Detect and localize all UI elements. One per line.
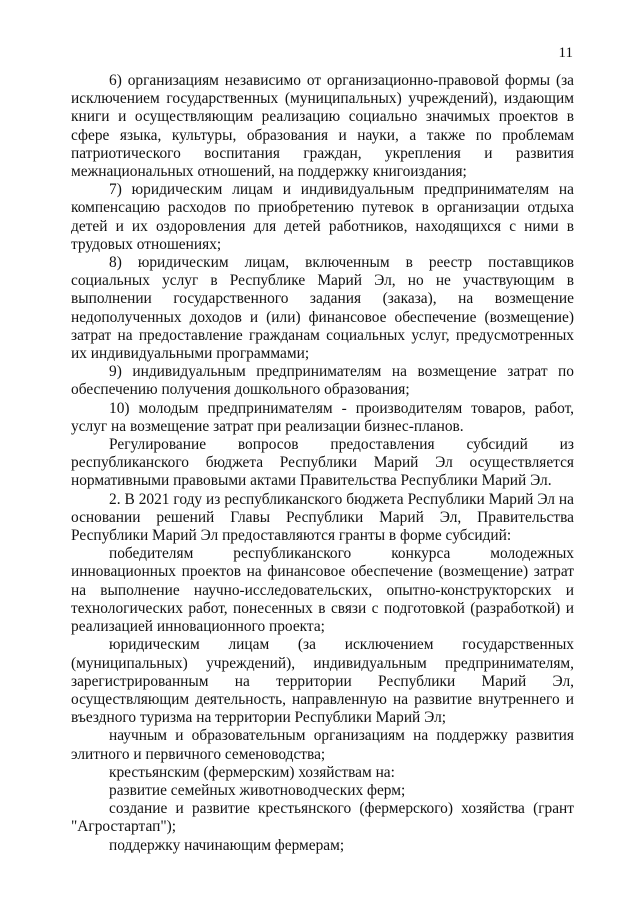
document-body [71,72,574,855]
paragraph-5: 10) молодым предпринимателям - производителям товаров, работ, услуг на возмещение затрат при реализации бизнес-планов. [71,399,574,435]
paragraph-7: 2. В 2021 году из республиканского бюджета Республики Марий Эл на основании решений Главы Республики Марий Эл, Правительства Республики Марий Эл предоставляются гранты в форме субсидий: [71,490,574,545]
paragraph-3: 8) юридическим лицам, включенным в реестр поставщиков социальных услуг в Республике Марий Эл, но не участвующим в выполнении государственного задания (заказа), на возмещение недополученных доходов и (или) финансовое обеспечение (возмещение) затрат на предоставление гражданам социальных услуг, предусмотренных их индивидуальными программами; [71,254,574,363]
paragraph-9: юридическим лицам (за исключением государственных (муниципальных) учреждений), индивидуальным предпринимателям, зарегистрированным на территории Республики Марий Эл, осуществляющим деятельность, направленную на развитие внутреннего и въездного туризма на территории Республики Марий Эл; [71,636,574,727]
paragraph-1: 6) организациям независимо от организационно-правовой формы (за исключением государственных (муниципальных) учреждений), издающим книги и осуществляющим реализацию социально значимых проектов в сфере языка, культуры, образования и науки, а также по проблемам патриотического воспитания граждан, укрепления и развития межнациональных отношений, на поддержку книгоиздания; [71,72,574,181]
page-number: 11 [558,45,573,61]
paragraph-11: крестьянским (фермерским) хозяйствам на: [109,763,395,781]
paragraph-10: научным и образовательным организациям на поддержку развития элитного и первичного семеноводства; [71,727,574,763]
paragraph-2: 7) юридическим лицам и индивидуальным предпринимателям на компенсацию расходов по приобретению путевок в организации отдыха детей и их оздоровления для детей работников, находящихся с ними в трудовых отношениях; [71,181,574,253]
paragraph-12: развитие семейных животноводческих ферм; [109,781,406,799]
paragraph-4: 9) индивидуальным предпринимателям на возмещение затрат по обеспечению получения дошкольного образования; [71,363,574,399]
paragraph-8: победителям республиканского конкурса молодежных инновационных проектов на финансовое обеспечение (возмещение) затрат на выполнение научно-исследовательских, опытно-конструкторских и технологических работ, понесенных в связи с подготовкой (разработкой) и реализацией инновационного проекта; [71,545,574,636]
paragraph-6: Регулирование вопросов предоставления субсидий из республиканского бюджета Республики Марий Эл осуществляется нормативными правовыми актами Правительства Республики Марий Эл. [71,436,574,490]
paragraph-14: поддержку начинающим фермерам; [109,836,345,854]
paragraph-13: создание и развитие крестьянского (фермерского) хозяйства (грант "Агростартап"); [71,800,574,836]
